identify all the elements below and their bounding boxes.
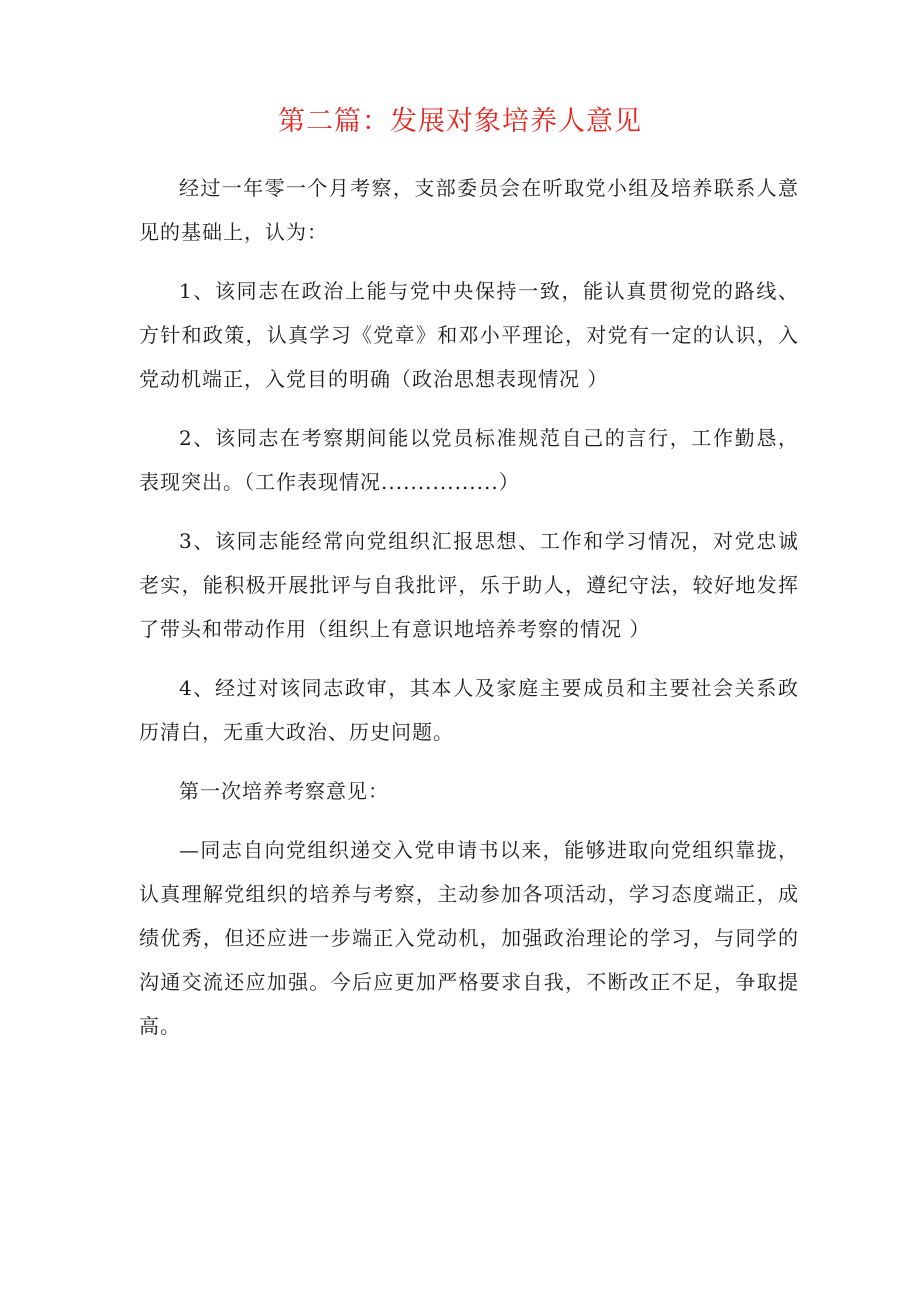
document-body [139, 166, 799, 1063]
document-title: 第二篇：发展对象培养人意见 [278, 106, 642, 137]
paragraph-intro: 经过一年零一个月考察，支部委员会在听取党小组及培养联系人意见的基础上，认为： [139, 176, 799, 244]
paragraph-item-2: 2、该同志在考察期间能以党员标准规范自己的言行，工作勤恳，表现突出。（工作表现情况................） [139, 426, 799, 494]
paragraph-first-review: —同志自向党组织递交入党申请书以来，能够进取向党组织靠拢，认真理解党组织的培养与考察，主动参加各项活动，学习态度端正，成绩优秀，但还应进一步端正入党动机，加强政治理论的学习，与同学的沟通交流还应加强。今后应更加严格要求自我，不断改正不足，争取提高。 [139, 838, 799, 1038]
paragraph-item-1: 1、该同志在政治上能与党中央保持一致，能认真贯彻党的路线、方针和政策，认真学习《党章》和邓小平理论，对党有一定的认识，入党动机端正，入党目的明确（政治思想表现情况 ） [139, 279, 799, 391]
paragraph-item-3: 3、该同志能经常向党组织汇报思想、工作和学习情况，对党忠诚老实，能积极开展批评与自我批评，乐于助人，遵纪守法，较好地发挥了带头和带动作用（组织上有意识地培养考察的情况 ） [139, 529, 799, 641]
section-heading-first-review: 第一次培养考察意见： [179, 779, 389, 803]
paragraph-item-4: 4、经过对该同志政审，其本人及家庭主要成员和主要社会关系政历清白，无重大政治、历史问题。 [139, 676, 799, 744]
